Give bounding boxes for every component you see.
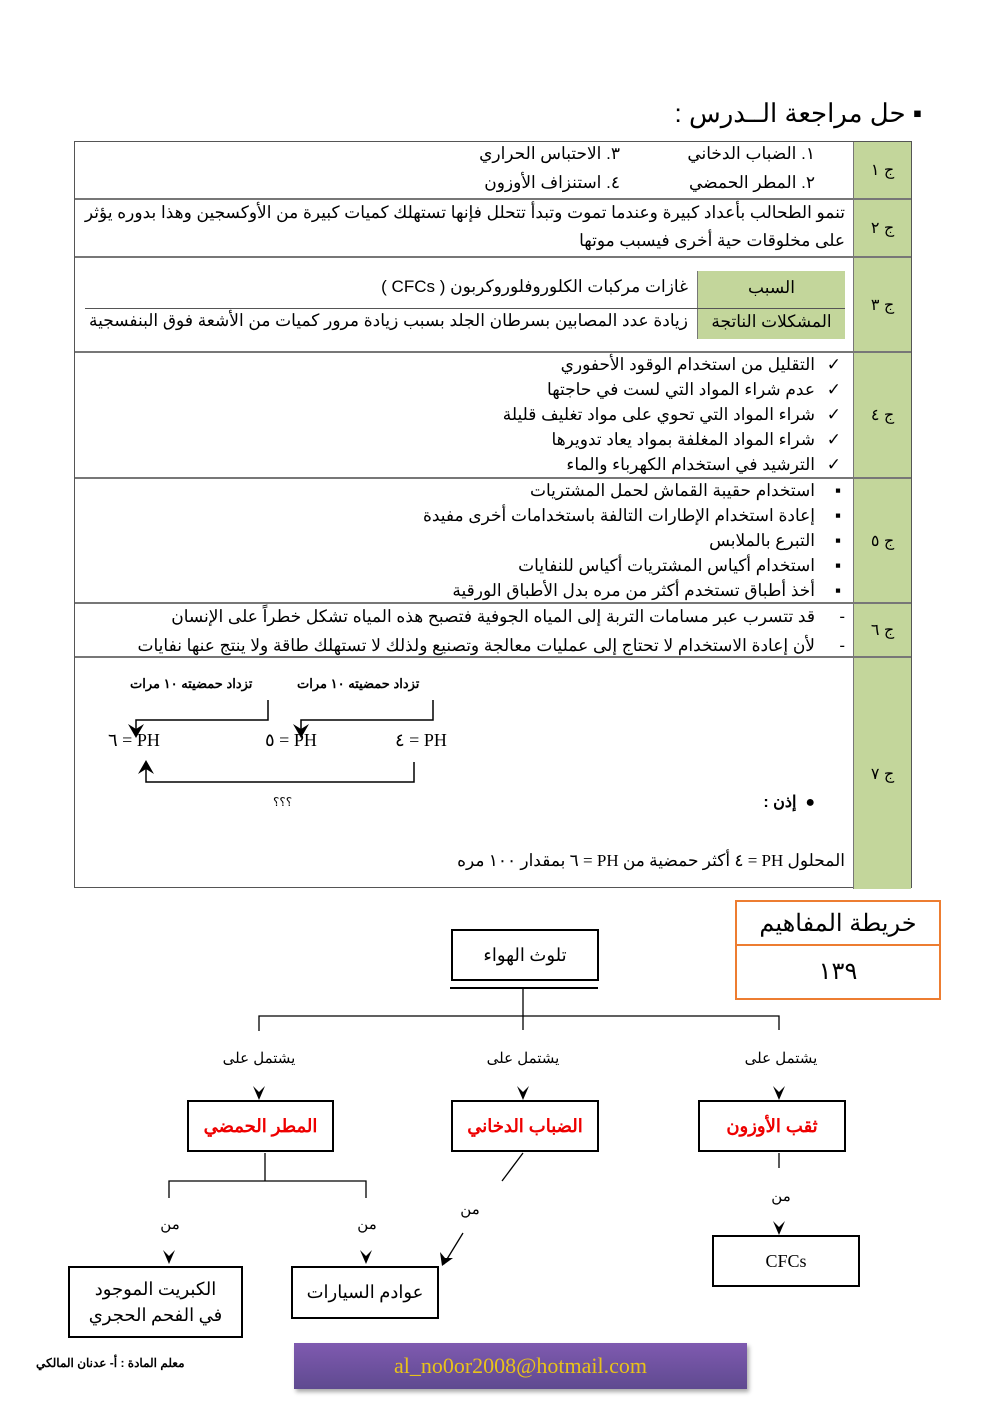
link-label: من [460,1201,480,1218]
check-icon: ✓ [826,380,841,399]
bullet-icon: ▪ [905,98,922,128]
sulfur-box: الكبريت الموجود في الفحم الحجري [68,1266,243,1338]
root-concept-box: تلوث الهواء [451,929,599,981]
link-label: يشتمل على [744,1050,818,1067]
smog-box: الضباب الدخاني [451,1100,599,1152]
list-item: التبرع بالملابس [709,531,815,550]
bullet-icon: ▪ [834,556,841,575]
list-item: شراء المواد المغلفة بمواد يعاد تدويرها [551,430,815,449]
answer-item: ٤. استنزاف الأوزون [484,173,620,192]
answer-item: ٣. الاحتباس الحراري [479,144,620,163]
answer-item: ٢. المطر الحمضي [689,173,815,192]
question-label: ج ١ [853,142,911,198]
check-icon: ✓ [826,355,841,374]
increase-label: تزداد حمضيته ١٠ مرات [297,676,420,691]
bullet-icon: ▪ [834,531,841,550]
answer-text: على مخلوقات حية أخرى فيسبب موتها [579,231,845,250]
bullet-icon: ▪ [834,581,841,600]
link-label: من [160,1216,180,1233]
car-exhaust-box: عوادم السيارات [291,1266,439,1319]
answer-row-6: ج ٦ قد تتسرب عبر مسامات التربة إلى المياه الجوفية فتصبح هذه المياه تشكل خطراً على الإنسان لأن إعادة الاستخدام لا تحتاج إلى عمليات معالجة وتصنيع ولذلك لا تستهلك طاقة ولا ينتج عنها نفايات - - [75,604,911,658]
acid-rain-box: المطر الحمضي [187,1100,334,1152]
question-label: ج ٥ [853,479,911,602]
answer-text: لأن إعادة الاستخدام لا تحتاج إلى عمليات معالجة وتصنيع ولذلك لا تستهلك طاقة ولا ينتج عنها نفايات [137,636,815,655]
list-item: إعادة استخدام الإطارات التالفة باستخدامات أخرى مفيدة [422,506,815,525]
list-item: استخدام حقيبة القماش لحمل المشتريات [529,481,815,500]
page-title: ▪ حل مراجعة الــدرس : [674,98,922,128]
link-label: يشتمل على [486,1050,560,1067]
therefore-line: ● إذن : [763,794,815,811]
question-label: ج ٢ [853,200,911,256]
ph4: ٤ = PH [395,730,447,750]
link-label: يشتمل على [222,1050,296,1067]
link-label: من [357,1216,377,1233]
bullet-icon: ▪ [834,481,841,500]
question-label: ج ٤ [853,353,911,477]
question-label: ج ٧ [853,658,911,889]
answer-text: تنمو الطحالب بأعداد كبيرة وعندما تموت وتبدأ تتحلل فإنها تستهلك كميات كبيرة من الأوكسجين وهذا بدوره يؤثر [84,203,845,222]
ozone-hole-box: ثقب الأوزون [698,1100,846,1152]
conclusion-text: المحلول PH = ٤ أكثر حمضية من PH = ٦ بمقدار ١٠٠ مره [457,851,845,870]
question-label: ج ٦ [853,604,911,656]
increase-label: تزداد حمضيته ١٠ مرات [130,676,253,691]
answer-item: ١. الضباب الدخاني [687,144,815,163]
list-item: أخذ أطباق تستخدم أكثر من مره بدل الأطباق الورقية [452,581,815,600]
concept-map-heading: خريطة المفاهيم [737,902,939,946]
answer-text: قد تتسرب عبر مسامات التربة إلى المياه الجوفية فتصبح هذه المياه تشكل خطراً على الإنسان [171,607,815,626]
question-label: ج ٣ [853,258,911,351]
list-item: استخدام أكياس المشتريات أكياس للنفايات [518,556,815,575]
cause-text: غازات مركبات الكلوروفلوروكربون ( CFCs ) [381,277,688,296]
cause-label: السبب [697,271,845,305]
bullet-icon: ▪ [834,506,841,525]
list-item: عدم شراء المواد التي لست في حاجتها [547,380,815,399]
check-icon: ✓ [826,455,841,474]
ph6: ٦ = PH [108,730,160,750]
check-icon: ✓ [826,405,841,424]
problems-label: المشكلات الناتجة [697,305,845,339]
unknown-label: ؟؟؟ [273,795,293,809]
link-label: من [771,1188,791,1205]
ph5: ٥ = PH [265,730,317,750]
list-item: التقليل من استخدام الوقود الأحفوري [560,355,815,374]
page-number: ١٣٩ [818,958,858,985]
problems-text: زيادة عدد المصابين بسرطان الجلد بسبب زيادة مرور كميات من الأشعة فوق البنفسجية [89,311,688,330]
list-item: شراء المواد التي تحوي على مواد تغليف قليلة [502,405,815,424]
teacher-name: معلم المادة : أ- عدنان المالكي [36,1356,185,1370]
check-icon: ✓ [826,430,841,449]
cfcs-box: CFCs [712,1235,860,1287]
list-item: الترشيد في استخدام الكهرباء والماء [566,455,815,474]
email-banner: al_no0or2008@hotmail.com [294,1343,747,1389]
